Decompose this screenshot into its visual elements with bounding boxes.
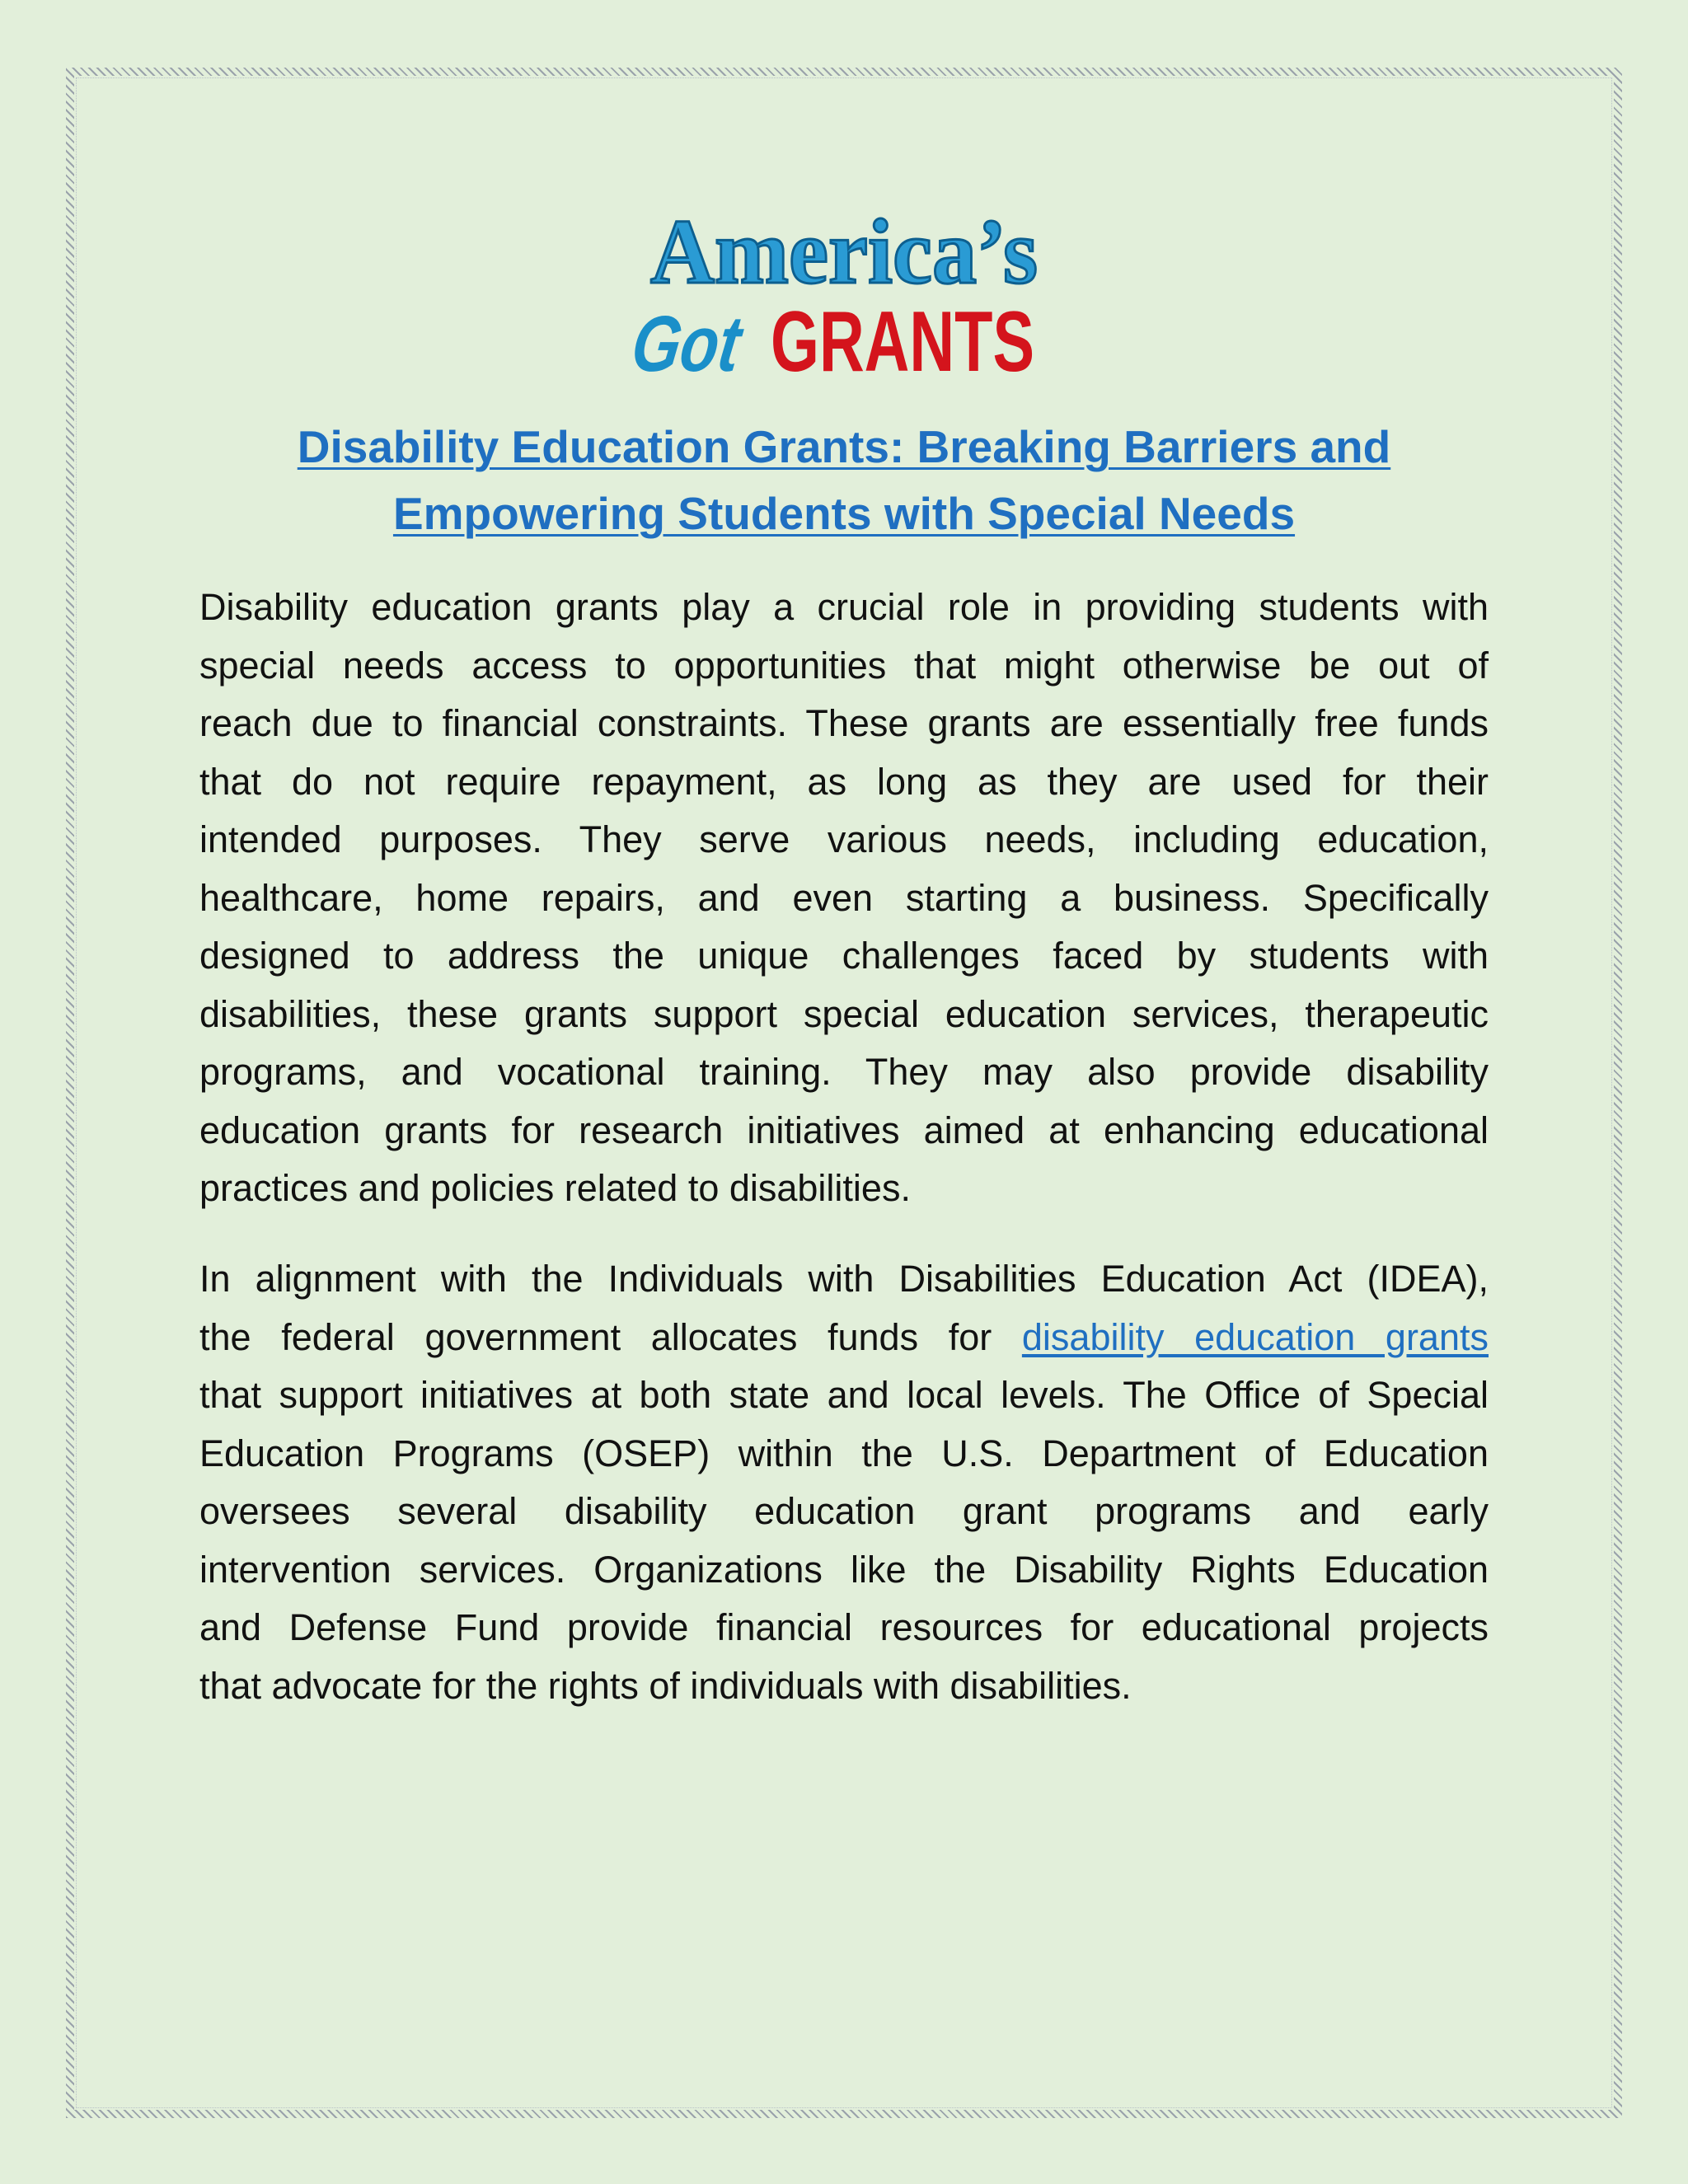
paragraph-2: [199, 1250, 1489, 1715]
logo-grants-text: GRANTS: [771, 294, 1034, 390]
logo-americas-text: America’s: [650, 201, 1038, 303]
title-line-2: Empowering Students with Special Needs: [392, 488, 1296, 539]
paragraph-1-line: reach due to financial constraints. These grants are essentially free funds: [199, 702, 1489, 744]
paragraph-2-line: that advocate for the rights of individuals with disabilities.: [199, 1664, 1132, 1707]
logo-got-text: Got: [626, 300, 776, 388]
paragraph-1-line: programs, and vocational training. They may also provide disability: [199, 1051, 1489, 1093]
paragraph-2-line-with-link: [199, 1309, 1489, 1367]
title-line-1: Disability Education Grants: Breaking Barriers and: [297, 421, 1391, 472]
paragraph-2-line: intervention services. Organizations like the Disability Rights Education: [199, 1548, 1489, 1591]
paragraph-2-line: oversees several disability education grant programs and early: [199, 1490, 1489, 1532]
paragraph-2-line: In alignment with the Individuals with Disabilities Education Act (IDEA),: [199, 1258, 1489, 1300]
paragraph-1-line: disabilities, these grants support special education services, therapeutic: [199, 992, 1489, 1035]
paragraph-1-line: special needs access to opportunities that might otherwise be out of: [199, 644, 1489, 687]
paragraph-1-line: healthcare, home repairs, and even starting a business. Specifically: [199, 876, 1489, 919]
paragraph-2-line: Education Programs (OSEP) within the U.S. Department of Education: [199, 1432, 1489, 1474]
paragraph-1-line: designed to address the unique challenges faced by students with: [199, 935, 1489, 977]
paragraph-2-line: that support initiatives at both state and local levels. The Office of Special: [199, 1374, 1489, 1416]
paragraph-1-line: intended purposes. They serve various needs, including education,: [199, 818, 1489, 860]
paragraph-1-line: that do not require repayment, as long as they are used for their: [199, 760, 1489, 803]
disability-education-grants-link[interactable]: disability education grants: [1021, 1315, 1489, 1358]
paragraph-2-line: and Defense Fund provide financial resources for educational projects: [199, 1606, 1489, 1648]
paragraph-2-line-2-text: the federal government allocates funds for: [199, 1315, 992, 1358]
americas-got-grants-logo: [626, 196, 1041, 390]
paragraph-1: [199, 579, 1489, 1218]
paragraph-1-line: Disability education grants play a crucial role in providing students with: [199, 586, 1489, 628]
article-title: [199, 414, 1489, 547]
paragraph-1-line: practices and policies related to disabilities.: [199, 1167, 911, 1209]
paragraph-1-line: education grants for research initiatives aimed at enhancing educational: [199, 1108, 1489, 1151]
